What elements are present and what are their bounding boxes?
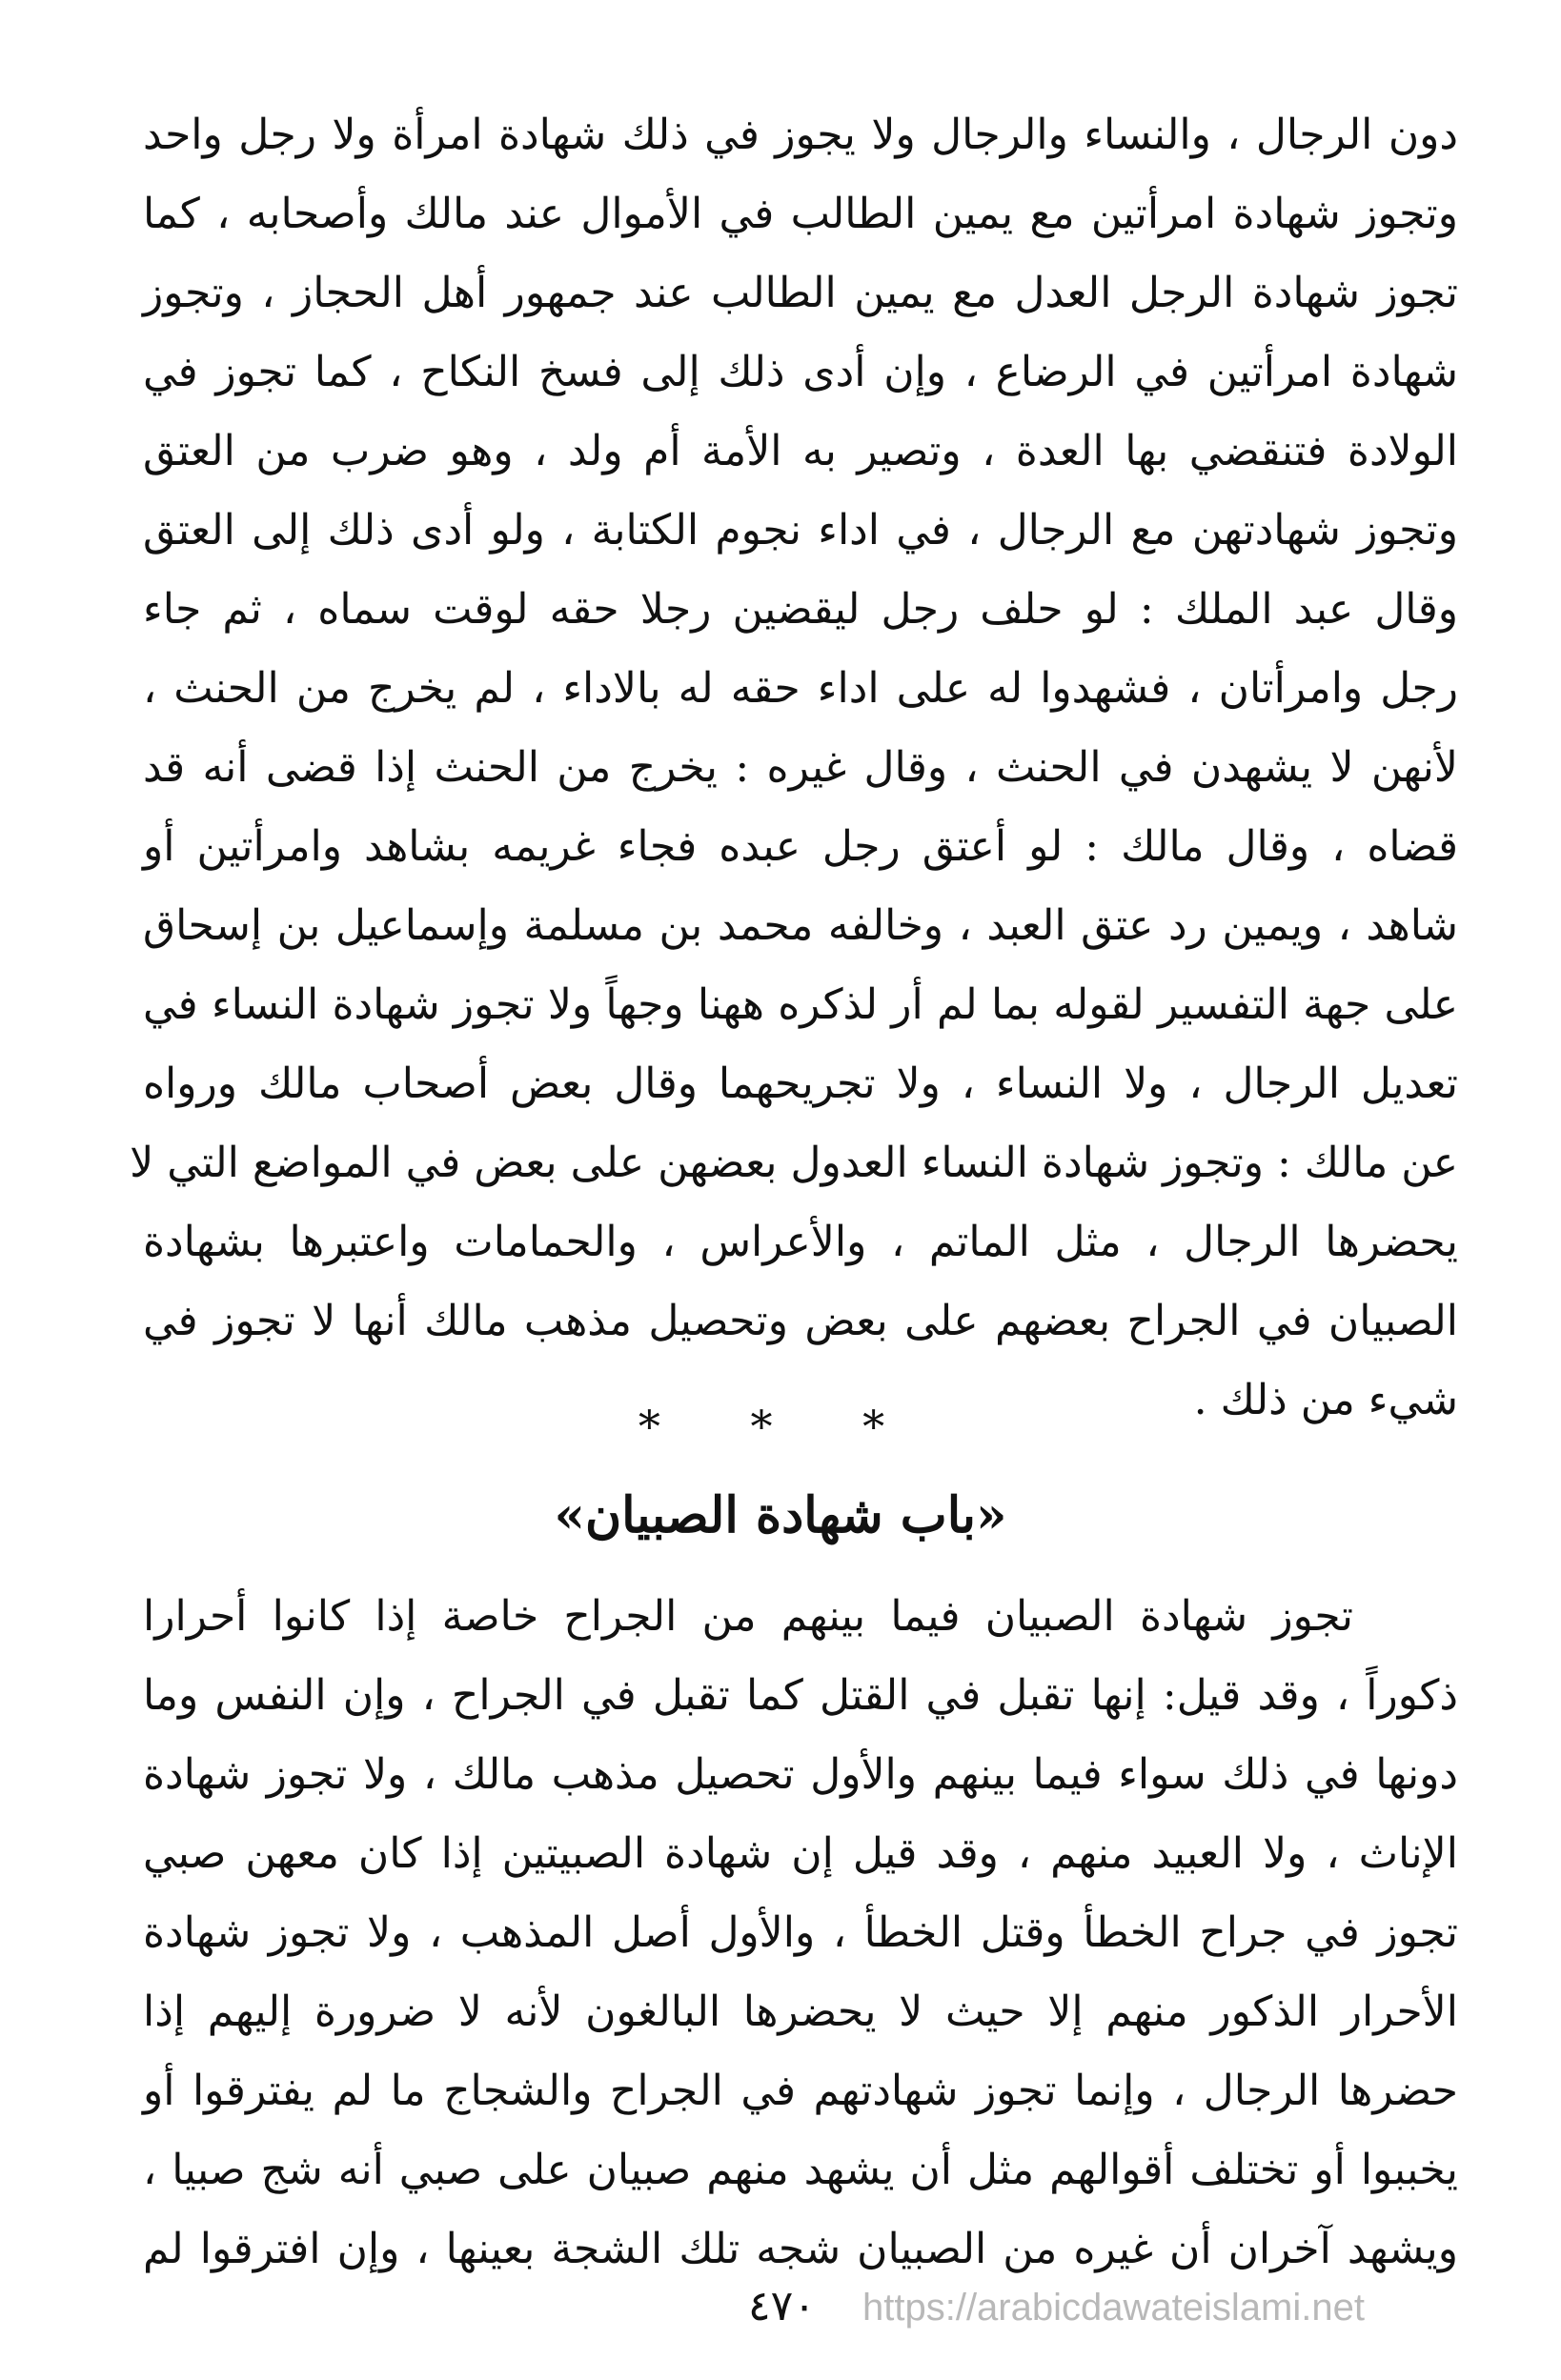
text-line: دونها في ذلك سواء فيما بينهم والأول تحصيل مذهب مالك ، ولا تجوز شهادة — [143, 1750, 1458, 1799]
text-line: قضاه ، وقال مالك : لو أعتق رجل عبده فجاء غريمه بشاهد وامرأتين أو — [143, 822, 1458, 871]
text-line: وتجوز شهادتهن مع الرجال ، في اداء نجوم الكتابة ، ولو أدى ذلك إلى العتق — [143, 506, 1458, 555]
page-number: ٤٧٠ — [748, 2282, 816, 2330]
text-line: لأنهن لا يشهدن في الحنث ، وقال غيره : يخرج من الحنث إذا قضى أنه قد — [143, 743, 1458, 792]
text-line: شاهد ، ويمين رد عتق العبد ، وخالفه محمد بن مسلمة وإسماعيل بن إسحاق — [143, 901, 1458, 950]
text-line: يحضرها الرجال ، مثل الماتم ، والأعراس ، والحمامات واعتبرها بشهادة — [143, 1218, 1458, 1266]
text-line: رجل وامرأتان ، فشهدوا له على اداء حقه له بالاداء ، لم يخرج من الحنث ، — [143, 664, 1458, 713]
text-line: ذكوراً ، وقد قيل: إنها تقبل في القتل كما تقبل في الجراح ، وإن النفس وما — [143, 1671, 1458, 1720]
text-line: تعديل الرجال ، ولا النساء ، ولا تجريحهما وقال بعض أصحاب مالك ورواه — [143, 1059, 1458, 1108]
text-line: الإناث ، ولا العبيد منهم ، وقد قيل إن شهادة الصبيتين إذا كان معهن صبي — [143, 1829, 1459, 1878]
section-heading: «باب شهادة الصبيان» — [554, 1486, 1007, 1544]
text-line: شيء من ذلك . — [1193, 1376, 1458, 1424]
watermark-url: https://arabicdawateislami.net — [862, 2287, 1365, 2329]
text-line: تجوز شهادة الرجل العدل مع يمين الطالب عند جمهور أهل الحجاز ، وتجوز — [143, 269, 1458, 317]
text-line: تجوز في جراح الخطأ وقتل الخطأ ، والأول أصل المذهب ، ولا تجوز شهادة — [143, 1908, 1458, 1957]
text-line: وتجوز شهادة امرأتين مع يمين الطالب في الأموال عند مالك وأصحابه ، كما — [143, 190, 1458, 238]
text-line: تجوز شهادة الصبيان فيما بينهم من الجراح خاصة إذا كانوا أحرارا — [143, 1592, 1353, 1641]
text-line: عن مالك : وتجوز شهادة النساء العدول بعضهن على بعض في المواضع التي لا — [130, 1139, 1458, 1187]
text-line: يخببوا أو تختلف أقوالهم مثل أن يشهد منهم صبيان على صبي أنه شج صبيا ، — [143, 2146, 1458, 2194]
text-line: وقال عبد الملك : لو حلف رجل ليقضين رجلا حقه لوقت سماه ، ثم جاء — [143, 585, 1458, 634]
text-line: الصبيان في الجراح بعضهم على بعض وتحصيل مذهب مالك أنها لا تجوز في — [143, 1297, 1458, 1345]
text-line: الولادة فتنقضي بها العدة ، وتصير به الأمة أم ولد ، وهو ضرب من العتق — [143, 427, 1459, 475]
text-line: دون الرجال ، والنساء والرجال ولا يجوز في ذلك شهادة امرأة ولا رجل واحد — [143, 111, 1458, 159]
text-line: حضرها الرجال ، وإنما تجوز شهادتهم في الجراح والشجاج ما لم يفترقوا أو — [143, 2067, 1458, 2115]
section-separator: * * * — [638, 1401, 923, 1452]
text-line: الأحرار الذكور منهم إلا حيث لا يحضرها البالغون لأنه لا ضرورة إليهم إذا — [143, 1987, 1458, 2036]
text-line: على جهة التفسير لقوله بما لم أر لذكره ههنا وجهاً ولا تجوز شهادة النساء في — [143, 980, 1458, 1029]
text-line: ويشهد آخران أن غيره من الصبيان شجه تلك الشجة بعينها ، وإن افترقوا لم — [143, 2225, 1459, 2273]
text-line: شهادة امرأتين في الرضاع ، وإن أدى ذلك إلى فسخ النكاح ، كما تجوز في — [143, 348, 1458, 396]
paragraph-2 — [143, 1577, 1458, 2289]
paragraph-1 — [130, 95, 1459, 1440]
